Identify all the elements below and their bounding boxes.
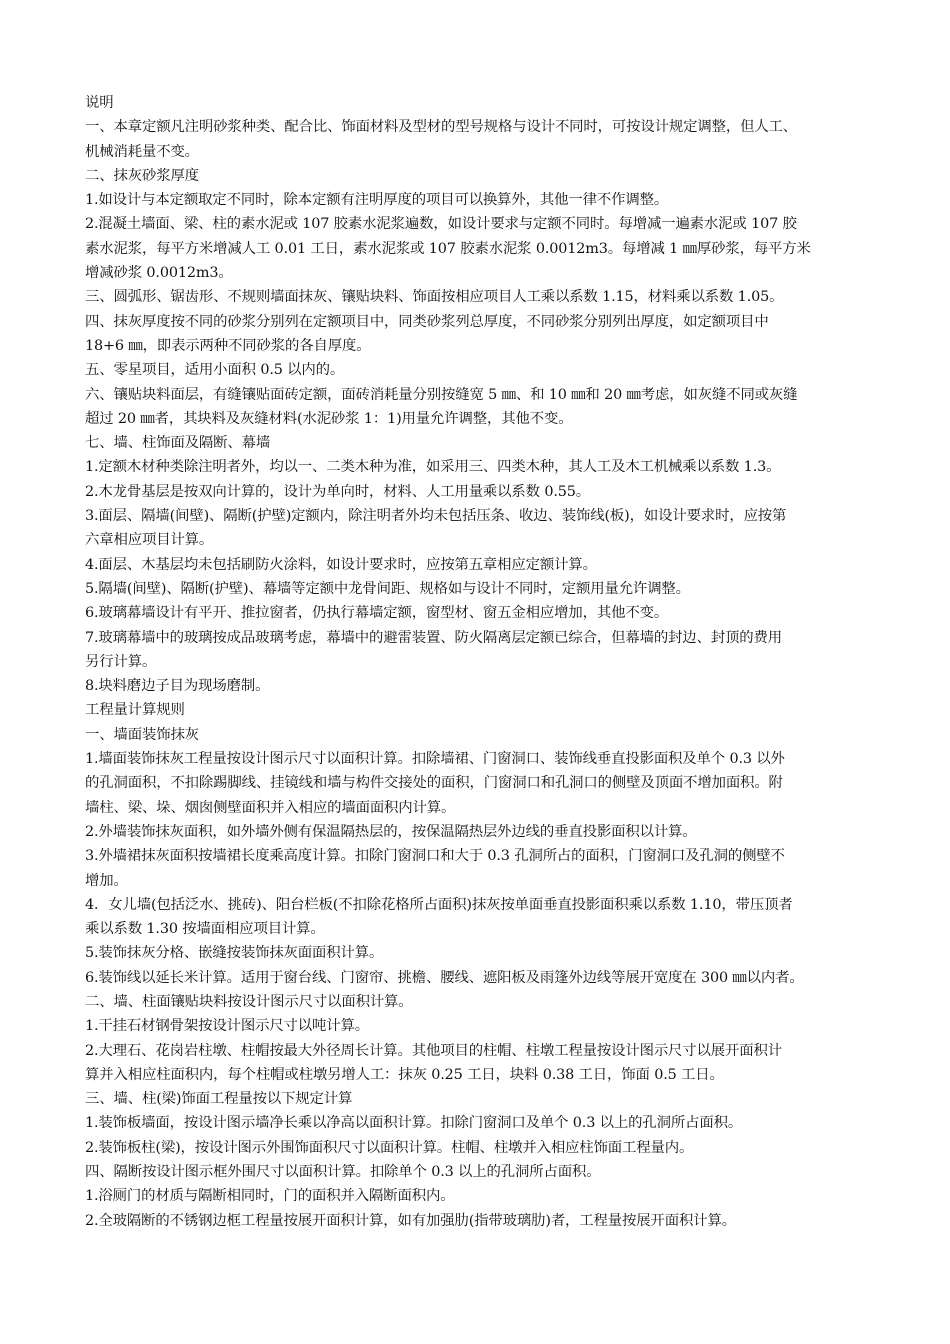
text-line: 5.装饰抹灰分格、嵌缝按装饰抹灰面面积计算。 [85, 945, 384, 962]
text-line: 乘以系数 1.30 按墙面相应项目计算。 [85, 921, 325, 938]
text-line: 四、抹灰厚度按不同的砂浆分别列在定额项目中，同类砂浆列总厚度，不同砂浆分别列出厚度，如定额项目中 [85, 313, 769, 330]
text-line: 8.块料磨边子目为现场磨制。 [85, 678, 270, 695]
text-line: 1.如设计与本定额取定不同时，除本定额有注明厚度的项目可以换算外，其他一律不作调整。 [85, 192, 669, 209]
text-line: 1.干挂石材钢骨架按设计图示尺寸以吨计算。 [85, 1018, 370, 1035]
document-body [85, 91, 885, 1233]
text-line: 算并入相应柱面积内，每个柱帽或柱墩另增人工：抹灰 0.25 工日，块料 0.38 工日，饰面 0.5 工日。 [85, 1066, 724, 1083]
text-line: 2.全玻隔断的不锈钢边框工程量按展开面积计算，如有加强肋(指带玻璃肋)者，工程量按展开面积计算。 [85, 1212, 736, 1229]
heading-calculation-rules: 工程量计算规则 [85, 702, 185, 719]
section-heading: 七、墙、柱饰面及隔断、幕墙 [85, 435, 271, 452]
text-line: 6.装饰线以延长米计算。适用于窗台线、门窗帘、挑檐、腰线、遮阳板及雨篷外边线等展开宽度在 300 ㎜以内者。 [85, 969, 804, 986]
text-line: 一、本章定额凡注明砂浆种类、配合比、饰面材料及型材的型号规格与设计不同时，可按设计规定调整，但人工、 [85, 119, 798, 136]
text-line: 2.外墙装饰抹灰面积，如外墙外侧有保温隔热层的，按保温隔热层外边线的垂直投影面积以计算。 [85, 823, 697, 840]
text-line: 1.墙面装饰抹灰工程量按设计图示尺寸以面积计算。扣除墙裙、门窗洞口、装饰线垂直投影面积及单个 0.3 以外 [85, 751, 785, 768]
text-line: 2.木龙骨基层是按双向计算的，设计为单向时，材料、人工用量乘以系数 0.55。 [85, 483, 590, 500]
text-line: 六、镶贴块料面层，有缝镶贴面砖定额，面砖消耗量分别按缝宽 5 ㎜、和 10 ㎜和 20 ㎜考虑，如灰缝不同或灰缝 [85, 386, 798, 403]
section-heading: 一、墙面装饰抹灰 [85, 726, 199, 743]
text-line: 1.浴厕门的材质与隔断相同时，门的面积并入隔断面积内。 [85, 1188, 455, 1205]
text-line: 4．女儿墙(包括泛水、挑砖)、阳台栏板(不扣除花格所占面积)抹灰按单面垂直投影面积乘以系数 1.10，带压顶者 [85, 896, 793, 913]
text-line: 7.玻璃幕墙中的玻璃按成品玻璃考虑，幕墙中的避雷装置、防火隔离层定额已综合，但幕墙的封边、封顶的费用 [85, 629, 782, 646]
text-line: 3.面层、隔墙(间壁)、隔断(护壁)定额内，除注明者外均未包括压条、收边、装饰线(板)，如设计要求时，应按第 [85, 508, 787, 525]
text-line: 素水泥浆，每平方米增减人工 0.01 工日，素水泥浆或 107 胶素水泥浆 0.0012m3。每增减 1 ㎜厚砂浆，每平方米 [85, 240, 811, 257]
text-line: 1.定额木材种类除注明者外，均以一、二类木种为准，如采用三、四类木种，其人工及木工机械乘以系数 1.3。 [85, 459, 781, 476]
section-heading: 三、墙、柱(梁)饰面工程量按以下规定计算 [85, 1091, 353, 1108]
text-line: 1.装饰板墙面，按设计图示墙净长乘以净高以面积计算。扣除门窗洞口及单个 0.3 以上的孔洞所占面积。 [85, 1115, 743, 1132]
text-line: 6.玻璃幕墙设计有平开、推拉窗者，仍执行幕墙定额，窗型材、窗五金相应增加，其他不变。 [85, 605, 669, 622]
section-heading: 二、墙、柱面镶贴块料按设计图示尺寸以面积计算。 [85, 993, 413, 1010]
text-line: 2.混凝土墙面、梁、柱的素水泥或 107 胶素水泥浆遍数，如设计要求与定额不同时。每增减一遍素水泥或 107 胶 [85, 216, 797, 233]
text-line: 增加。 [85, 872, 128, 889]
heading-explanation: 说明 [85, 95, 114, 111]
text-line: 5.隔墙(间壁)、隔断(护壁)、幕墙等定额中龙骨间距、规格如与设计不同时，定额用量允许调整。 [85, 580, 690, 597]
section-heading: 二、抹灰砂浆厚度 [85, 167, 199, 184]
text-line: 三、圆弧形、锯齿形、不规则墙面抹灰、镶贴块料、饰面按相应项目人工乘以系数 1.15，材料乘以系数 1.05。 [85, 289, 784, 306]
text-line: 机械消耗量不变。 [85, 143, 199, 160]
text-line: 3.外墙裙抹灰面积按墙裙长度乘高度计算。扣除门窗洞口和大于 0.3 孔洞所占的面积，门窗洞口及孔洞的侧壁不 [85, 848, 785, 865]
text-line: 2.大理石、花岗岩柱墩、柱帽按最大外径周长计算。其他项目的柱帽、柱墩工程量按设计图示尺寸以展开面积计 [85, 1042, 782, 1059]
text-line: 的孔洞面积，不扣除踢脚线、挂镜线和墙与构件交接处的面积，门窗洞口和孔洞口的侧壁及顶面不增加面积。附 [85, 775, 783, 792]
text-line: 2.装饰板柱(梁)，按设计图示外围饰面积尺寸以面积计算。柱帽、柱墩并入相应柱饰面工程量内。 [85, 1139, 694, 1156]
text-line: 4.面层、木基层均未包括刷防火涂料，如设计要求时，应按第五章相应定额计算。 [85, 556, 597, 573]
text-line: 五、零星项目，适用小面积 0.5 以内的。 [85, 362, 345, 379]
text-line: 墙柱、梁、垛、烟囱侧壁面积并入相应的墙面面积内计算。 [85, 799, 456, 816]
text-line: 18+6 ㎜，即表示两种不同砂浆的各自厚度。 [85, 337, 371, 354]
section-heading: 四、隔断按设计图示框外围尺寸以面积计算。扣除单个 0.3 以上的孔洞所占面积。 [85, 1164, 601, 1181]
text-line: 另行计算。 [85, 653, 157, 670]
text-line: 六章相应项目计算。 [85, 532, 214, 549]
text-line: 增减砂浆 0.0012m3。 [85, 265, 233, 282]
text-line: 超过 20 ㎜者，其块料及灰缝材料(水泥砂浆 1：1)用量允许调整，其他不变。 [85, 410, 573, 427]
